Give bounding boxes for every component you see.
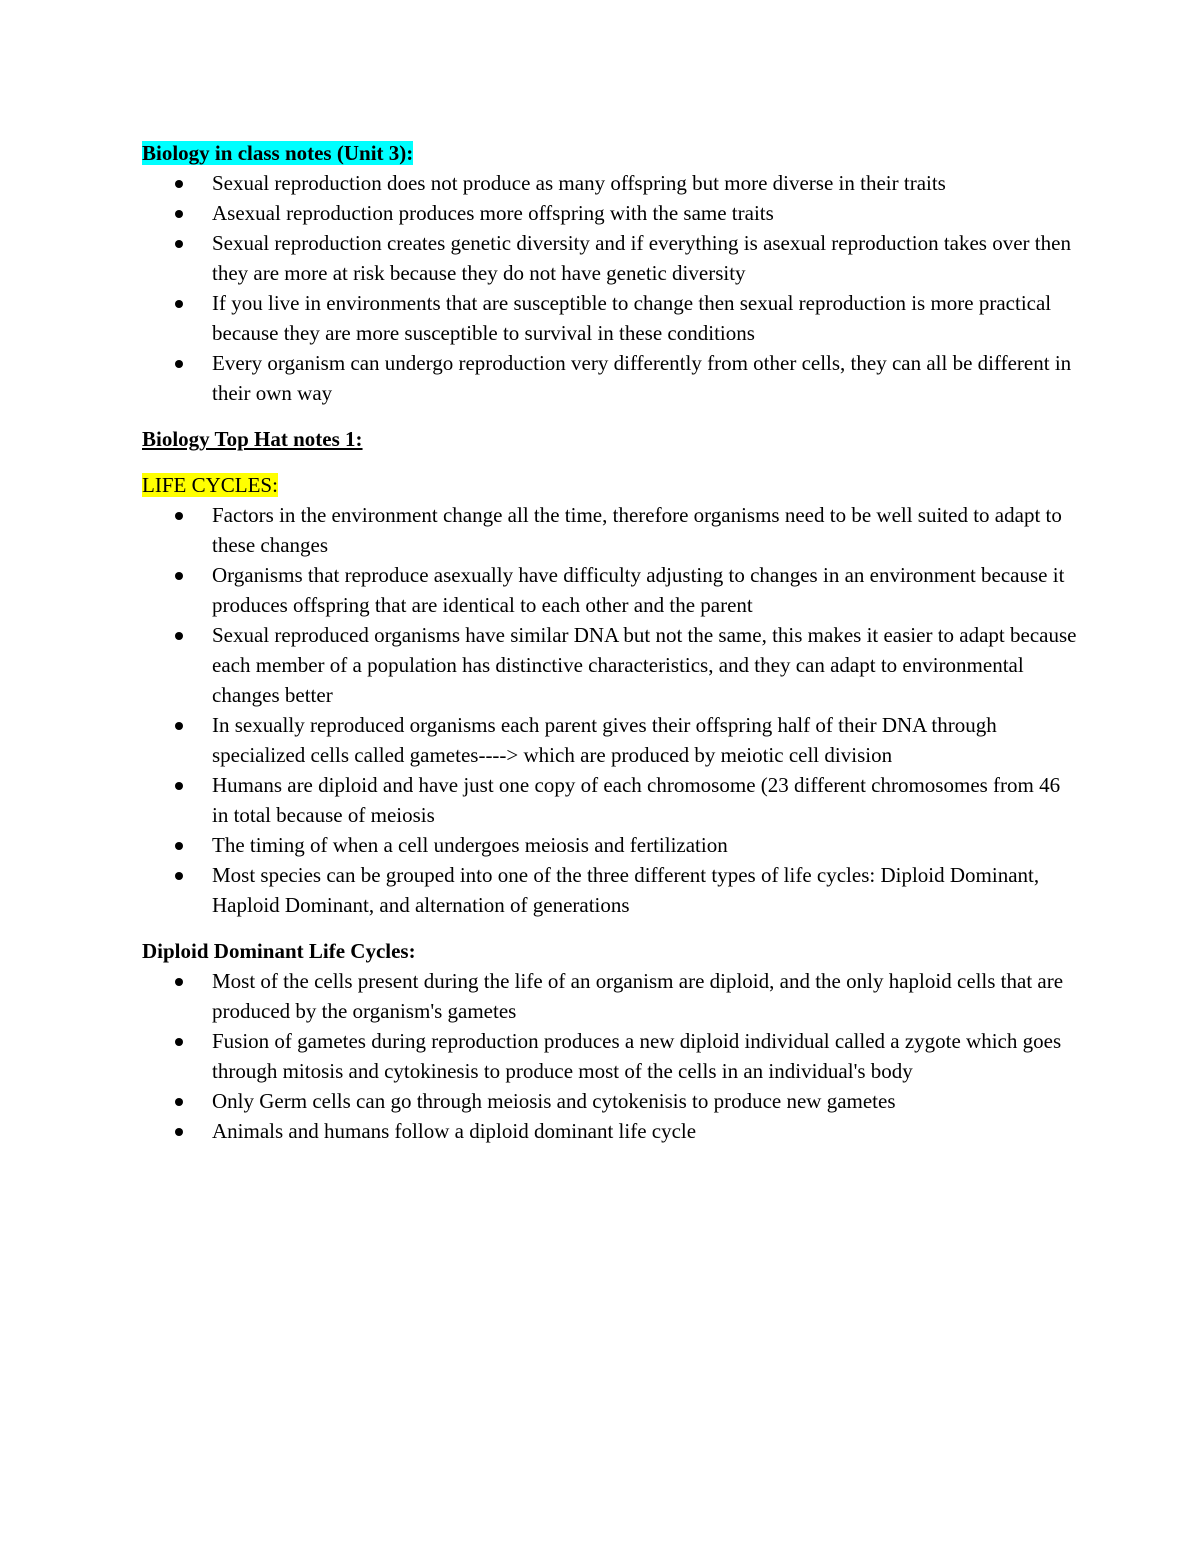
- section3-list: [142, 966, 1077, 1146]
- list-item: Sexual reproduction does not produce as many offspring but more diverse in their traits: [142, 168, 1077, 198]
- list-item: Organisms that reproduce asexually have difficulty adjusting to changes in an environment because it produces offspring that are identical to each other and the parent: [142, 560, 1077, 620]
- list-item: In sexually reproduced organisms each parent gives their offspring half of their DNA through specialized cells called gametes----> which are produced by meiotic cell division: [142, 710, 1077, 770]
- section2-subheading: [142, 470, 1077, 500]
- list-item: Sexual reproduced organisms have similar DNA but not the same, this makes it easier to adapt because each member of a population has distinctive characteristics, and they can adapt to environmental changes better: [142, 620, 1077, 710]
- list-item: Factors in the environment change all the time, therefore organisms need to be well suited to adapt to these changes: [142, 500, 1077, 560]
- section2-subtitle: LIFE CYCLES:: [142, 473, 278, 497]
- section1-list: [142, 168, 1077, 408]
- list-item: Most species can be grouped into one of the three different types of life cycles: Diploid Dominant, Haploid Dominant, and alternation of generations: [142, 860, 1077, 920]
- section3-heading: [142, 936, 1077, 966]
- section1-heading: [142, 138, 1077, 168]
- section2-heading: [142, 424, 1077, 454]
- list-item: Animals and humans follow a diploid dominant life cycle: [142, 1116, 1077, 1146]
- document-page: [142, 138, 1077, 1146]
- section2-list: [142, 500, 1077, 920]
- list-item: Humans are diploid and have just one copy of each chromosome (23 different chromosomes from 46 in total because of meiosis: [142, 770, 1077, 830]
- list-item: Asexual reproduction produces more offspring with the same traits: [142, 198, 1077, 228]
- list-item: The timing of when a cell undergoes meiosis and fertilization: [142, 830, 1077, 860]
- list-item: Sexual reproduction creates genetic diversity and if everything is asexual reproduction takes over then they are more at risk because they do not have genetic diversity: [142, 228, 1077, 288]
- list-item: Every organism can undergo reproduction very differently from other cells, they can all be different in their own way: [142, 348, 1077, 408]
- list-item: Only Germ cells can go through meiosis and cytokenisis to produce new gametes: [142, 1086, 1077, 1116]
- list-item: If you live in environments that are susceptible to change then sexual reproduction is more practical because they are more susceptible to survival in these conditions: [142, 288, 1077, 348]
- section2-title: Biology Top Hat notes 1:: [142, 427, 363, 451]
- list-item: Most of the cells present during the life of an organism are diploid, and the only haploid cells that are produced by the organism's gametes: [142, 966, 1077, 1026]
- section1-title: Biology in class notes (Unit 3):: [142, 141, 414, 165]
- list-item: Fusion of gametes during reproduction produces a new diploid individual called a zygote which goes through mitosis and cytokinesis to produce most of the cells in an individual's body: [142, 1026, 1077, 1086]
- section3-title: Diploid Dominant Life Cycles:: [142, 939, 416, 963]
